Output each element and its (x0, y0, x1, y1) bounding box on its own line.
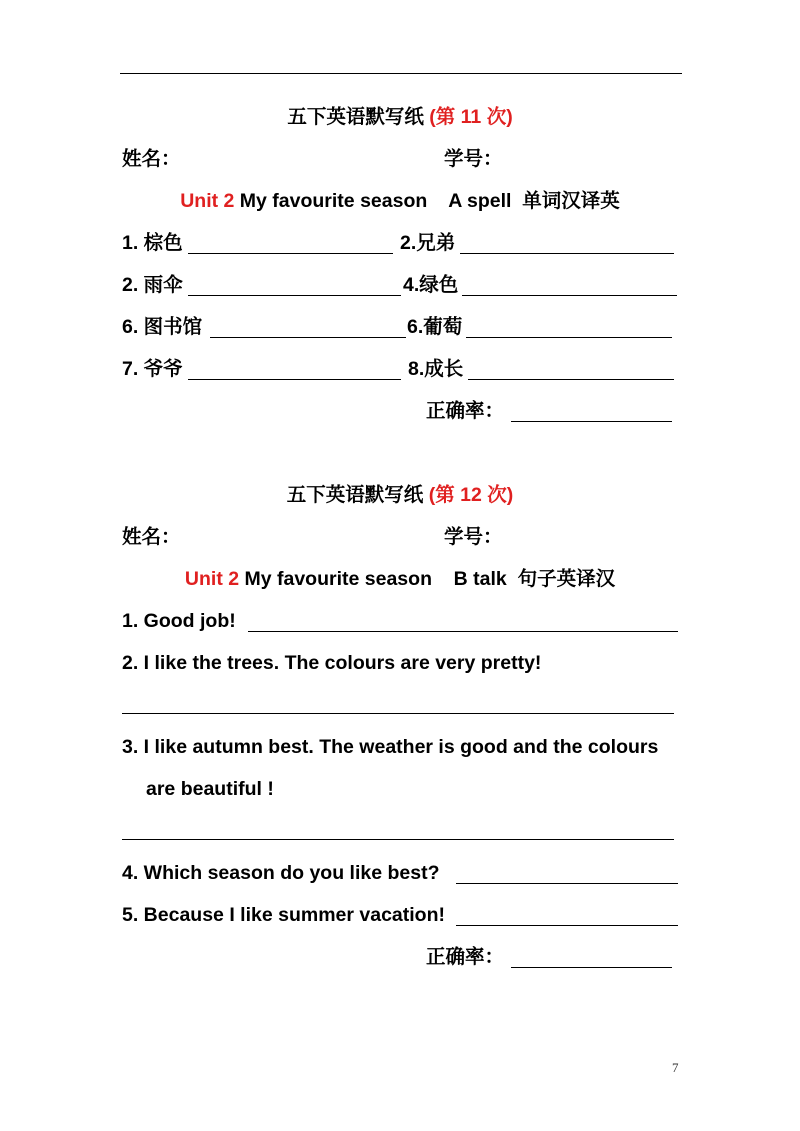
sheet2-name-row (122, 522, 682, 552)
sheet1-item-right-label: 4.绿色 (403, 274, 459, 296)
sheet1-answer-blank[interactable] (188, 253, 393, 254)
sheet2-sentence: 5. Because I like summer vacation! (122, 904, 445, 926)
sheet1-item-right-label: 8.成长 (408, 358, 464, 380)
sheet1-item-right-label: 2.兄弟 (400, 232, 456, 254)
sheet2-sentence-row (122, 858, 682, 888)
sheet2-sentence-row (122, 732, 682, 762)
sheet1-item-row (122, 270, 682, 300)
sheet2-title (0, 480, 800, 510)
sheet2-name-label: 姓名： (122, 526, 181, 548)
sheet2-unit-heading (0, 564, 800, 594)
sheet1-name-row (122, 144, 682, 174)
page-number: 7 (672, 1060, 679, 1075)
sheet2-sentence: 1. Good job! (122, 610, 236, 632)
sheet2-answer-blank[interactable] (248, 631, 678, 632)
sheet1-answer-blank[interactable] (466, 337, 672, 338)
sheet2-sentence: are beautiful ! (146, 778, 274, 800)
sheet1-answer-blank[interactable] (468, 379, 674, 380)
sheet1-unit-title: My favourite season A spell 单词汉译英 (234, 190, 620, 212)
sheet2-unit-number: Unit 2 (184, 568, 240, 590)
sheet1-answer-blank[interactable] (210, 337, 406, 338)
sheet1-answer-blank[interactable] (188, 295, 401, 296)
sheet1-unit-heading (0, 186, 800, 216)
sheet2-unit-title: My favourite season B talk 句子英译汉 (239, 568, 616, 590)
sheet1-item-row (122, 228, 682, 258)
sheet1-answer-blank[interactable] (462, 295, 677, 296)
sheet2-sentence-row (122, 900, 682, 930)
sheet2-sentence-row (122, 606, 682, 636)
sheet1-accuracy-label: 正确率： (426, 400, 505, 422)
sheet2-sentence-continued (146, 774, 546, 804)
sheet1-item-row (122, 312, 682, 342)
sheet2-answer-line[interactable] (122, 713, 674, 714)
sheet1-item-left-label: 2. 雨伞 (122, 274, 183, 296)
sheet2-id-label: 学号： (444, 526, 503, 548)
sheet1-id-label: 学号： (444, 148, 503, 170)
sheet2-title-number: (第 12 次) (428, 484, 514, 506)
sheet1-item-left-label: 7. 爷爷 (122, 358, 183, 380)
sheet1-title-number: (第 11 次) (429, 106, 513, 128)
sheet1-answer-blank[interactable] (188, 379, 401, 380)
sheet2-sentence: 4. Which season do you like best? (122, 862, 440, 884)
sheet1-answer-blank[interactable] (460, 253, 674, 254)
sheet1-accuracy-blank[interactable] (511, 421, 672, 422)
sheet2-title-text: 五下英语默写纸 (286, 484, 424, 506)
sheet2-accuracy-label: 正确率： (426, 946, 505, 968)
sheet1-name-label: 姓名： (122, 148, 181, 170)
sheet2-sentence-row (122, 648, 682, 678)
sheet2-answer-line[interactable] (122, 839, 674, 840)
sheet1-item-row (122, 354, 682, 384)
sheet2-answer-blank[interactable] (456, 883, 678, 884)
sheet1-unit-number: Unit 2 (180, 190, 235, 212)
sheet2-accuracy-row (122, 942, 682, 972)
sheet1-item-left-label: 1. 棕色 (122, 232, 183, 254)
sheet1-title-text: 五下英语默写纸 (287, 106, 424, 128)
sheet1-accuracy-row (122, 396, 682, 426)
sheet2-accuracy-blank[interactable] (511, 967, 672, 968)
sheet1-item-right-label: 6.葡萄 (407, 316, 463, 338)
sheet1-title (0, 102, 800, 132)
sheet2-sentence: 3. I like autumn best. The weather is good and the colours (122, 736, 659, 758)
sheet2-answer-blank[interactable] (456, 925, 678, 926)
sheet2-sentence: 2. I like the trees. The colours are very pretty! (122, 652, 542, 674)
sheet1-item-left-label: 6. 图书馆 (122, 316, 203, 338)
header-rule (120, 73, 682, 74)
